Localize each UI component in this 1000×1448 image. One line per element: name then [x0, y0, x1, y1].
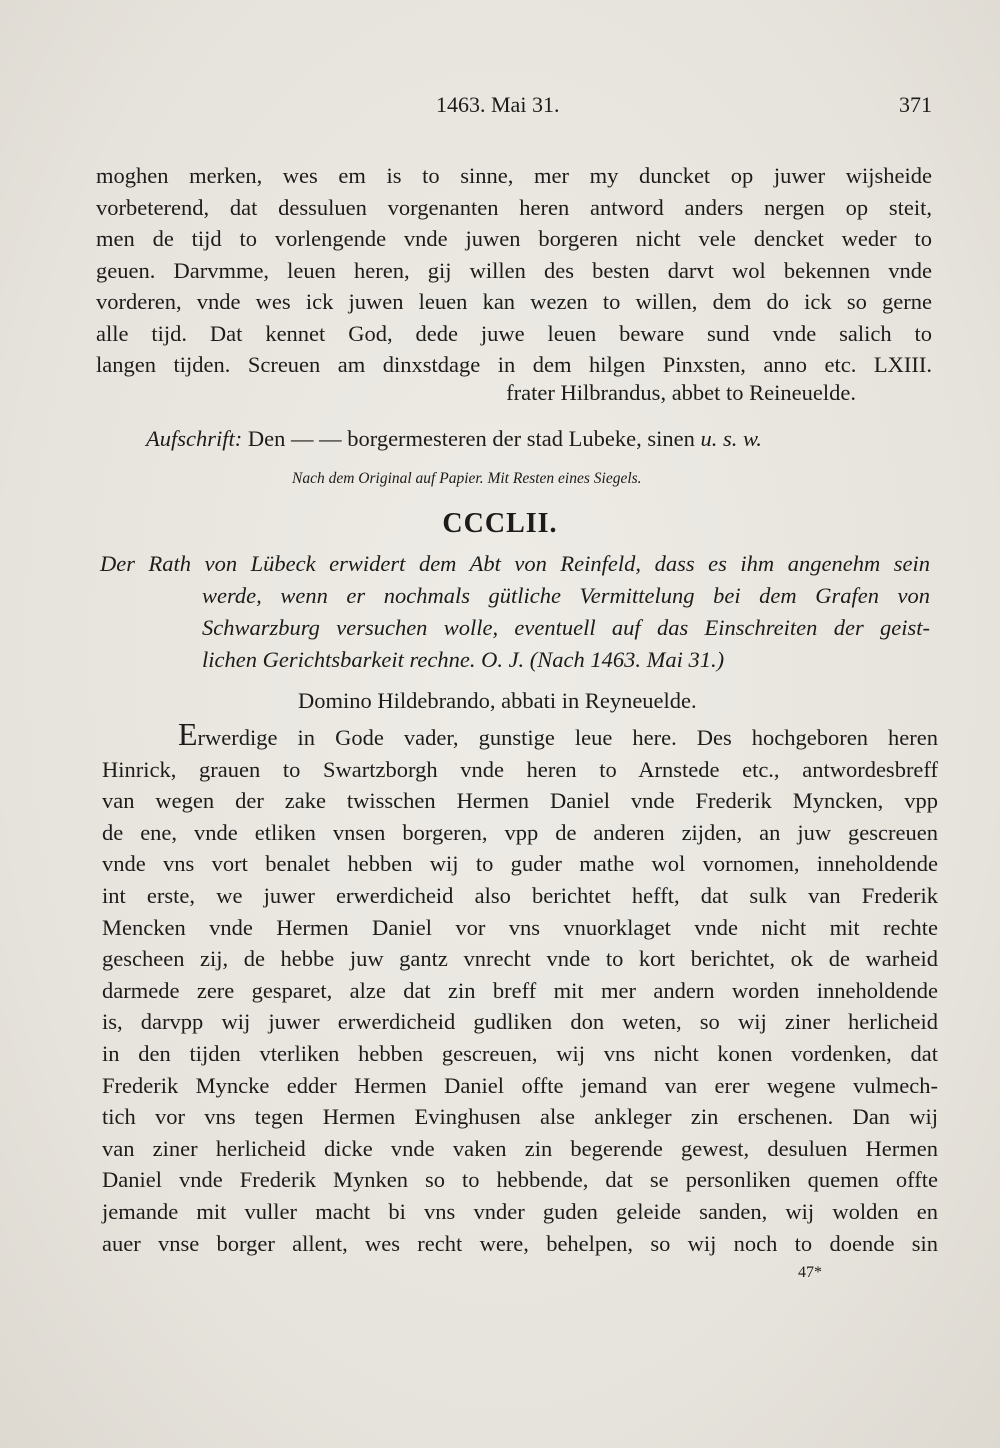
text-line: gescheen zij, de hebbe juw gantz vnrecht vnde to kort berichtet, ok de warheid: [102, 946, 938, 972]
aufschrift: [146, 426, 886, 452]
text-line: men de tijd to vorlengende vnde juwen borgeren nicht vele dencket weder to: [96, 226, 932, 251]
text-line: jemande mit vuller macht bi vns vnder guden geleide sanden, wij wolden en: [102, 1198, 938, 1224]
letter-ending: [96, 160, 932, 381]
text-line: alle tijd. Dat kennet God, dede juwe leuen beware sund vnde salich to: [96, 320, 932, 346]
regest-line: Der Rath von Lübeck erwidert dem Abt von Reinfeld, dass es ihm angenehm sein: [100, 551, 930, 576]
text-line: van ziner herlicheid dicke vnde vaken zin begerende gewest, desuluen Hermen: [102, 1135, 938, 1161]
text-line: geuen. Darvmme, leuen heren, gij willen des besten darvt wol bekennen vnde: [96, 257, 932, 283]
signature: frater Hilbrandus, abbet to Reineuelde.: [506, 380, 856, 405]
text-line: moghen merken, wes em is to sinne, mer my duncket op juwer wijsheide: [96, 163, 932, 188]
text-line: langen tijden. Screuen am dinxstdage in dem hilgen Pinxsten, anno etc. LXIII.: [96, 352, 932, 377]
aufschrift-text: Den — — borgermesteren der stad Lubeke, sinen: [247, 426, 695, 451]
running-head-date: 1463. Mai 31.: [436, 92, 560, 117]
text-line: vorbeterend, dat dessuluen vorgenanten heren antword anders nergen op steit,: [96, 194, 932, 220]
letter-body: [102, 716, 938, 1259]
text-line: vnde vns vort benalet hebben wij to guder mathe wol vornomen, inneholdende: [102, 851, 938, 877]
address-line: Domino Hildebrando, abbati in Reyneuelde.: [298, 688, 697, 713]
text-line: is, darvpp wij juwer erwerdicheid gudliken don weten, so wij ziner herlicheid: [102, 1009, 938, 1035]
text-line: Mencken vnde Hermen Daniel vor vns vnuorklaget vnde nicht mit rechte: [102, 914, 938, 940]
regest: [100, 548, 930, 676]
text-line: auer vnse borger allent, wes recht were, behelpen, so wij noch to doende sin: [102, 1230, 938, 1256]
text-line: Daniel vnde Frederik Mynken so to hebbende, dat se personliken quemen offte: [102, 1167, 938, 1193]
text-line: Frederik Myncke edder Hermen Daniel offte jemand van erer wegene vulmech-: [102, 1072, 938, 1098]
text-line: darmede zere gesparet, alze dat zin breff mit mer andern worden inneholdende: [102, 977, 938, 1003]
text-line: de ene, vnde etliken vnsen borgeren, vpp de anderen zijden, an juw gescreuen: [102, 819, 938, 845]
text-line: Hinrick, grauen to Swartzborgh vnde heren to Arnstede etc., antwordesbreff: [102, 756, 938, 782]
text-line: int erste, we juwer erwerdicheid also berichtet hefft, dat sulk van Frederik: [102, 882, 938, 908]
text-line: [102, 716, 938, 754]
regest-line: lichen Gerichtsbarkeit rechne. O. J. (Nach 1463. Mai 31.): [202, 647, 725, 672]
page-number: 371: [899, 92, 932, 117]
aufschrift-abbrev: u. s. w.: [700, 426, 762, 451]
text-line: van wegen der zake twisschen Hermen Daniel vnde Frederik Myncken, vpp: [102, 788, 938, 814]
first-line-text: rwerdige in Gode vader, gunstige leue here. Des hochgeboren heren: [197, 725, 938, 750]
regest-line: werde, wenn er nochmals gütliche Vermittelung bei dem Grafen von: [202, 583, 930, 608]
text-line: vorderen, vnde wes ick juwen leuen kan wezen to willen, dem do ick so gerne: [96, 289, 932, 314]
running-head: [96, 92, 932, 122]
source-note: Nach dem Original auf Papier. Mit Resten eines Siegels.: [292, 470, 642, 487]
document-number: CCCLII.: [442, 508, 558, 539]
text-line: in den tijden vterliken hebben gescreuen, wij vns nicht konen vordenken, dat: [102, 1040, 938, 1066]
aufschrift-label: Aufschrift:: [146, 426, 243, 451]
regest-line: Schwarzburg versuchen wolle, eventuell auf das Einschreiten der geist-: [202, 615, 930, 640]
initial-letter: E: [178, 716, 198, 752]
sheet-signature: 47*: [798, 1264, 822, 1281]
text-line: tich vor vns tegen Hermen Evinghusen alse ankleger zin erschenen. Dan wij: [102, 1104, 938, 1130]
